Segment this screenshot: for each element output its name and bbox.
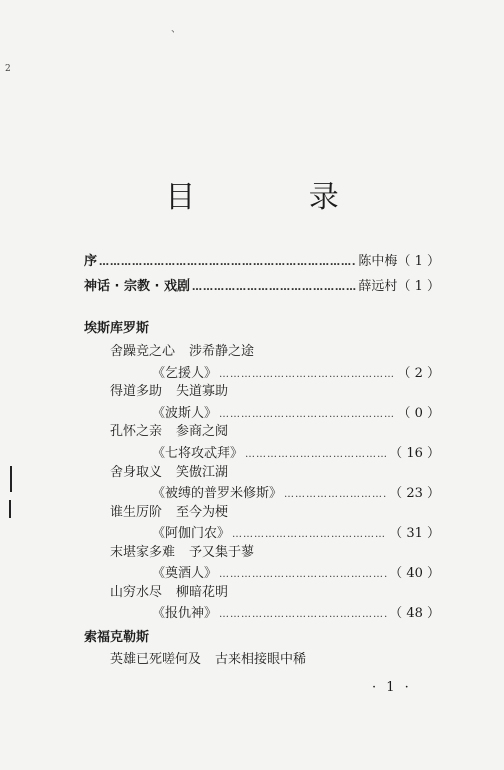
work-title: 《波斯人》 bbox=[152, 406, 218, 421]
page-number: · 1 · bbox=[372, 680, 412, 695]
subheading-part: 山穷水尽 bbox=[110, 585, 163, 600]
toc-work-entry: 《乞援人》 …………………………………………………………………………………………………………………………………………………… （ 2 ） bbox=[152, 362, 440, 381]
work-title: 《报仇神》 bbox=[152, 606, 218, 621]
leader-dots bbox=[219, 569, 387, 580]
subheading-part: 至今为梗 bbox=[176, 505, 229, 520]
toc-entry-intro: 神话 · 宗教 · 戏剧 …………………………………………………………………………………………………………………………………………………… 薛远村 （ 1 ） bbox=[84, 275, 440, 294]
subheading-part: 古来相接眼中稀 bbox=[215, 652, 307, 667]
toc-label: 神话 · 宗教 · 戏剧 bbox=[84, 279, 190, 294]
toc-author: 陈中梅 bbox=[358, 254, 398, 269]
subheading-part: 予又集于蓼 bbox=[189, 545, 255, 560]
toc-subheading bbox=[110, 501, 228, 520]
subheading-part: 失道寡助 bbox=[176, 384, 229, 399]
subheading-part: 得道多助 bbox=[110, 384, 163, 399]
toc-page: 2 bbox=[414, 366, 423, 381]
subheading-part: 谁生厉阶 bbox=[110, 505, 163, 520]
toc-page: 31 bbox=[406, 526, 423, 541]
toc-page: 16 bbox=[406, 446, 423, 461]
work-title: 《阿伽门农》 bbox=[152, 526, 231, 541]
toc-subheading bbox=[110, 648, 306, 667]
leader-dots bbox=[245, 449, 387, 460]
margin-number: 2 bbox=[5, 64, 11, 74]
subheading-part: 舍躁竞之心 bbox=[110, 344, 176, 359]
toc-page: 1 bbox=[414, 279, 423, 294]
leader-dots bbox=[219, 369, 395, 380]
stray-mark: 、 bbox=[171, 24, 181, 35]
subheading-part: 舍身取义 bbox=[110, 465, 163, 480]
subheading-part: 末堪家多难 bbox=[110, 545, 176, 560]
leader-dots bbox=[219, 409, 395, 420]
leader-dots bbox=[219, 609, 387, 620]
leader-dots bbox=[284, 489, 387, 500]
toc-subheading bbox=[110, 461, 228, 480]
subheading-part: 参商之阋 bbox=[176, 424, 229, 439]
scan-artifact bbox=[10, 466, 12, 492]
section-heading: 埃斯库罗斯 bbox=[84, 321, 150, 336]
toc-work-entry: 《奠酒人》 …………………………………………………………………………………………………………………………………………………… （ 40 ） bbox=[152, 562, 440, 581]
leader-dots bbox=[232, 529, 387, 540]
subheading-part: 孔怀之亲 bbox=[110, 424, 163, 439]
subheading-part: 涉希静之途 bbox=[189, 344, 255, 359]
toc-subheading bbox=[110, 581, 228, 600]
toc-page: 40 bbox=[406, 566, 423, 581]
toc-work-entry: 《报仇神》 …………………………………………………………………………………………………………………………………………………… （ 48 ） bbox=[152, 602, 440, 621]
toc-work-entry: 《七将攻忒拜》 …………………………………………………………………………………………………………………………………………………… （ 16 ） bbox=[152, 442, 440, 461]
toc-subheading bbox=[110, 541, 254, 560]
work-title: 《七将攻忒拜》 bbox=[152, 446, 244, 461]
toc-work-entry: 《阿伽门农》 …………………………………………………………………………………………………………………………………………………… （ 31 ） bbox=[152, 522, 440, 541]
section-heading: 索福克勒斯 bbox=[84, 630, 150, 645]
toc-subheading bbox=[110, 340, 254, 359]
subheading-part: 英雄已死嗟何及 bbox=[110, 652, 202, 667]
toc-entry-preface: 序 …………………………………………………………………………………………………………………………………………………… 陈中梅 （ 1 ） bbox=[84, 250, 440, 269]
toc-author: 薛远村 bbox=[358, 279, 398, 294]
toc-page: 48 bbox=[406, 606, 423, 621]
toc-work-entry: 《波斯人》 …………………………………………………………………………………………………………………………………………………… （ 0 ） bbox=[152, 402, 440, 421]
toc-label: 序 bbox=[84, 254, 98, 269]
toc-subheading bbox=[110, 380, 228, 399]
work-title: 《奠酒人》 bbox=[152, 566, 218, 581]
toc-page: 1 bbox=[414, 254, 423, 269]
leader-dots bbox=[192, 282, 356, 293]
work-title: 《被缚的普罗米修斯》 bbox=[152, 486, 283, 501]
toc-work-entry: 《被缚的普罗米修斯》 …………………………………………………………………………………………………………………………………………………… （ 23 ） bbox=[152, 482, 440, 501]
toc-page: 0 bbox=[414, 406, 423, 421]
toc-page: 23 bbox=[406, 486, 423, 501]
page-title: 目 录 bbox=[165, 180, 391, 215]
leader-dots bbox=[99, 257, 356, 268]
work-title: 《乞援人》 bbox=[152, 366, 218, 381]
subheading-part: 柳暗花明 bbox=[176, 585, 229, 600]
scan-artifact bbox=[9, 500, 11, 518]
toc-subheading bbox=[110, 420, 228, 439]
subheading-part: 笑傲江湖 bbox=[176, 465, 229, 480]
